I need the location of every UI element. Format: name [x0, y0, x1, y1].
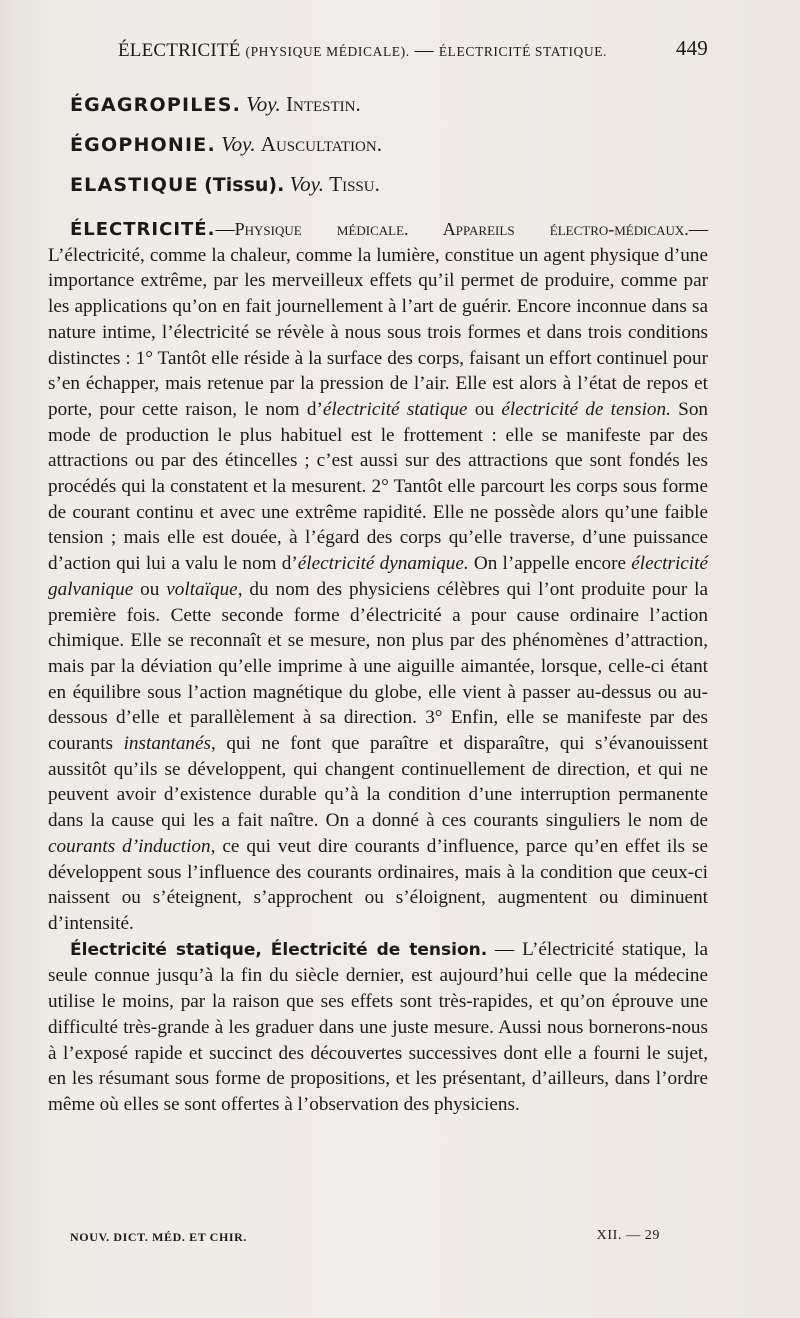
entry-target: Intestin.: [285, 92, 361, 116]
footer-volume: XII. — 29: [596, 1228, 660, 1243]
italic-term: électricité de tension.: [501, 398, 671, 420]
running-title-section: ÉLECTRICITÉ STATIQUE.: [438, 44, 608, 59]
article-dash: —: [215, 219, 235, 240]
article-paragraph-1: [48, 217, 708, 937]
entry-egagropiles: [70, 92, 361, 117]
article-body: [48, 217, 708, 1118]
article-paragraph-2: [48, 937, 708, 1118]
italic-term: courants d’induction: [48, 835, 211, 857]
italic-term: électricité statique: [322, 398, 468, 420]
text-run: L’électricité, comme la chaleur, comme la lumière, constitue un agent physique d’une importance extrême, par les merveilleux effets qu’il permet de produire, comme par les applications qu’on en fait journellement à l’art de guérir. Encore inconnue dans sa nature intime, l’électricité se révèle à nous sous trois formes et dans trois conditions distinctes : 1° Tantôt elle réside à la surface des corps, faisant un effort continuel pour s’en échapper, mais retenue par la pression de l’air. Elle est alors à l’état de repos et porte, pour cette raison, le nom d’: [48, 244, 708, 420]
italic-term: instantanés: [123, 733, 212, 755]
entry-egophonie: [70, 132, 382, 157]
italic-term: électricité galvanique: [48, 553, 708, 600]
entry-elastique: [70, 172, 380, 197]
entry-paren: (Tissu).: [204, 174, 285, 196]
entry-headword: ÉGOPHONIE.: [70, 134, 216, 156]
entry-target: Tissu.: [329, 172, 380, 196]
italic-term: voltaïque: [166, 578, 238, 600]
entry-voy: Voy.: [221, 132, 256, 156]
text-run: L’électricité statique, la seule connue jusqu’à la fin du siècle dernier, est aujourd’hui celle que la médecine utilise le moins, par la raison que ses effets sont très-rapides, et qu’on éprouve une difficulté très-grande à les graduer dans une juste mesure. Aussi nous bornerons-nous à l’exposé rapide et succinct des découvertes successives dont elle a fourni le sujet, en les résumant sous forme de propositions, et les présentant, d’ailleurs, dans l’ordre même où elles se sont offertes à l’observation des physiciens.: [48, 938, 708, 1115]
text-run: , du nom des physiciens célèbres qui l’ont produite pour la première fois. Cette seconde forme d’électricité a pour cause ordinaire l’action chimique. Elle se reconnaît et se mesure, non plus par des phénomènes d’attraction, mais par la déviation qu’elle imprime à une aiguille aimantée, lorsque, celle-ci étant en équilibre sous l’action magnétique du globe, elle vient à passer au-dessus ou au-dessous d’elle et parallèlement à sa direction. 3° Enfin, elle se manifeste par des courants: [48, 578, 709, 755]
running-head: [118, 36, 708, 68]
footer-signature: NOUV. DICT. MÉD. ET CHIR.: [70, 1230, 248, 1244]
running-title-paren: (PHYSIQUE MÉDICALE).: [245, 44, 410, 59]
running-title-sep: —: [414, 40, 434, 61]
entry-headword: ÉGAGROPILES.: [70, 94, 242, 116]
text-run: On l’appelle encore: [468, 553, 632, 575]
entry-headword: ELASTIQUE: [70, 174, 199, 196]
entry-voy: Voy.: [289, 172, 324, 196]
text-run: ou: [133, 578, 167, 600]
page-number: 449: [675, 36, 708, 60]
section-dash: —: [487, 938, 523, 960]
running-title: [118, 40, 607, 62]
entry-target: Auscultation.: [260, 132, 382, 156]
text-run: , qui ne font que paraître et disparaître, qui s’évanouissent aussitôt qu’ils se développent, qui changent continuellement de direction, et qui ne peuvent avoir d’existence durable qu’à la condition d’une interruption permanente dans la cause qui les a fait naître. On a donné à ces courants singuliers le nom de: [48, 733, 708, 832]
article-subtitle: Physique médicale. Appareils électro-médicaux.: [234, 219, 689, 239]
italic-term: électricité dynamique.: [297, 553, 469, 575]
running-title-main: ÉLECTRICITÉ: [118, 40, 241, 61]
text-run: Son mode de production le plus habituel est le frottement : elle se manifeste par des attractions ou par des étincelles ; c’est aussi sur des attractions que sont fondés les procédés qui la constatent et la mesurent. 2° Tantôt elle parcourt les corps sous forme de courant continu et avec une extrême rapidité. Elle ne possède alors qu’une faible tension ; mais elle est douée, à l’égard des corps qu’elle traverse, d’une puissance d’action qui lui a valu le nom d’: [48, 398, 709, 575]
text-run: , ce qui veut dire courants d’influence, parce qu’en effet ils se développent sous l’influence des courants ordinaires, mais à la condition que ceux-ci naissent ou s’éteignent, s’approchent ou s’éloignent, augmentent ou diminuent d’intensité.: [48, 835, 708, 934]
entry-voy: Voy.: [246, 92, 281, 116]
article-headword: ÉLECTRICITÉ.: [70, 219, 216, 240]
text-run: ou: [467, 398, 502, 420]
section-headword: Électricité statique, Électricité de tension.: [70, 939, 488, 960]
article-dash-2: —: [688, 219, 708, 240]
